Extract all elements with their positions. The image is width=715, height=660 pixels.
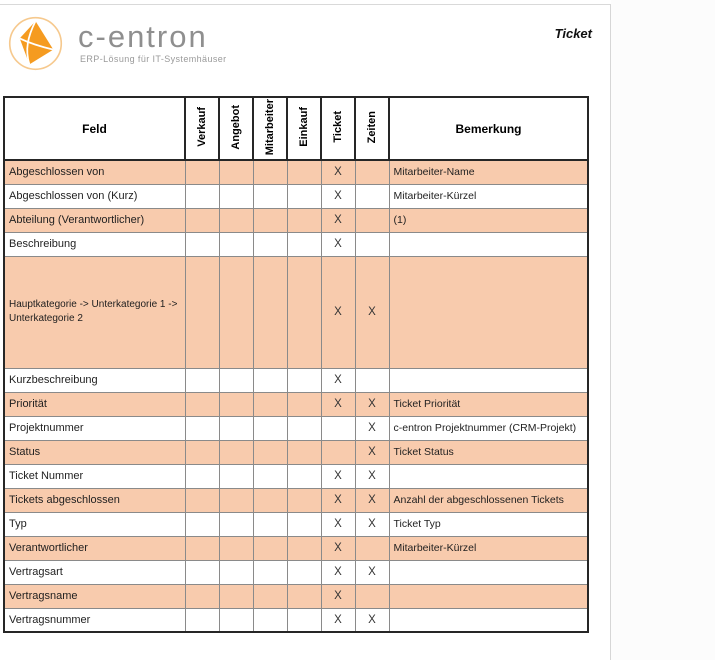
field-matrix-table — [3, 96, 589, 633]
brand-name: c-entron — [78, 19, 208, 54]
mark-cell-verkauf — [185, 584, 219, 608]
remark-cell: (1) — [389, 208, 588, 232]
page-top-edge — [0, 4, 611, 5]
mark-cell-mitarbeiter — [253, 488, 287, 512]
mark-cell-einkauf — [287, 208, 321, 232]
mark-cell-zeiten: X — [355, 416, 389, 440]
table-body — [4, 160, 588, 632]
field-cell: Priorität — [4, 392, 185, 416]
table-row — [4, 368, 588, 392]
table-row — [4, 512, 588, 536]
mark-cell-zeiten — [355, 536, 389, 560]
mark-cell-angebot — [219, 512, 253, 536]
mark-cell-angebot — [219, 392, 253, 416]
mark-cell-einkauf — [287, 584, 321, 608]
page-title: Ticket — [554, 26, 592, 41]
field-cell: Vertragsnummer — [4, 608, 185, 632]
mark-cell-verkauf — [185, 256, 219, 368]
remark-cell: Mitarbeiter-Kürzel — [389, 184, 588, 208]
page-right-edge — [610, 4, 611, 660]
mark-cell-verkauf — [185, 440, 219, 464]
column-header-bemerkung: Bemerkung — [389, 97, 588, 160]
remark-cell: c-entron Projektnummer (CRM-Projekt) — [389, 416, 588, 440]
mark-cell-zeiten — [355, 584, 389, 608]
mark-cell-verkauf — [185, 392, 219, 416]
remark-cell — [389, 464, 588, 488]
mark-cell-angebot — [219, 208, 253, 232]
mark-cell-angebot — [219, 584, 253, 608]
brand-tagline: ERP-Lösung für IT-Systemhäuser — [80, 54, 227, 64]
column-header-ticket: Ticket — [321, 97, 355, 160]
page-right-margin — [611, 0, 715, 660]
remark-cell — [389, 232, 588, 256]
table-row — [4, 608, 588, 632]
field-cell: Vertragsname — [4, 584, 185, 608]
mark-cell-mitarbeiter — [253, 536, 287, 560]
mark-cell-ticket: X — [321, 208, 355, 232]
mark-cell-ticket: X — [321, 464, 355, 488]
mark-cell-angebot — [219, 560, 253, 584]
mark-cell-angebot — [219, 488, 253, 512]
remark-cell — [389, 584, 588, 608]
mark-cell-einkauf — [287, 608, 321, 632]
field-cell: Kurzbeschreibung — [4, 368, 185, 392]
field-cell: Verantwortlicher — [4, 536, 185, 560]
mark-cell-angebot — [219, 416, 253, 440]
mark-cell-ticket: X — [321, 608, 355, 632]
mark-cell-verkauf — [185, 208, 219, 232]
remark-cell: Mitarbeiter-Name — [389, 160, 588, 184]
table-row — [4, 440, 588, 464]
mark-cell-zeiten — [355, 208, 389, 232]
mark-cell-mitarbeiter — [253, 232, 287, 256]
mark-cell-zeiten: X — [355, 464, 389, 488]
mark-cell-mitarbeiter — [253, 256, 287, 368]
mark-cell-mitarbeiter — [253, 208, 287, 232]
column-header-angebot: Angebot — [219, 97, 253, 160]
mark-cell-angebot — [219, 368, 253, 392]
table-row — [4, 488, 588, 512]
mark-cell-ticket: X — [321, 512, 355, 536]
remark-cell: Ticket Priorität — [389, 392, 588, 416]
table-row — [4, 184, 588, 208]
mark-cell-mitarbeiter — [253, 184, 287, 208]
table-row — [4, 160, 588, 184]
table-row — [4, 560, 588, 584]
mark-cell-zeiten: X — [355, 256, 389, 368]
mark-cell-mitarbeiter — [253, 584, 287, 608]
mark-cell-zeiten: X — [355, 512, 389, 536]
field-cell: Abteilung (Verantwortlicher) — [4, 208, 185, 232]
table-row — [4, 416, 588, 440]
mark-cell-zeiten — [355, 184, 389, 208]
mark-cell-verkauf — [185, 232, 219, 256]
field-cell: Hauptkategorie -> Unterkategorie 1 -> Unterkategorie 2 — [4, 256, 185, 368]
mark-cell-ticket: X — [321, 368, 355, 392]
column-header-mitarbeiter: Mitarbeiter — [253, 97, 287, 160]
column-header-einkauf: Einkauf — [287, 97, 321, 160]
mark-cell-mitarbeiter — [253, 440, 287, 464]
mark-cell-mitarbeiter — [253, 392, 287, 416]
mark-cell-angebot — [219, 256, 253, 368]
mark-cell-ticket: X — [321, 584, 355, 608]
mark-cell-ticket: X — [321, 392, 355, 416]
field-cell: Status — [4, 440, 185, 464]
mark-cell-ticket: X — [321, 232, 355, 256]
remark-cell: Anzahl der abgeschlossenen Tickets — [389, 488, 588, 512]
mark-cell-einkauf — [287, 392, 321, 416]
mark-cell-verkauf — [185, 184, 219, 208]
mark-cell-ticket — [321, 416, 355, 440]
mark-cell-ticket: X — [321, 256, 355, 368]
mark-cell-verkauf — [185, 512, 219, 536]
field-cell: Abgeschlossen von (Kurz) — [4, 184, 185, 208]
remark-cell — [389, 368, 588, 392]
field-cell: Projektnummer — [4, 416, 185, 440]
mark-cell-ticket — [321, 440, 355, 464]
field-cell: Typ — [4, 512, 185, 536]
mark-cell-einkauf — [287, 232, 321, 256]
company-logo — [8, 16, 227, 71]
table-row — [4, 464, 588, 488]
mark-cell-einkauf — [287, 416, 321, 440]
mark-cell-einkauf — [287, 560, 321, 584]
mark-cell-mitarbeiter — [253, 416, 287, 440]
mark-cell-einkauf — [287, 440, 321, 464]
field-cell: Tickets abgeschlossen — [4, 488, 185, 512]
mark-cell-einkauf — [287, 368, 321, 392]
table-row — [4, 232, 588, 256]
remark-cell: Ticket Typ — [389, 512, 588, 536]
mark-cell-ticket: X — [321, 184, 355, 208]
mark-cell-angebot — [219, 464, 253, 488]
mark-cell-einkauf — [287, 184, 321, 208]
mark-cell-mitarbeiter — [253, 608, 287, 632]
table-row — [4, 208, 588, 232]
mark-cell-ticket: X — [321, 536, 355, 560]
column-header-verkauf: Verkauf — [185, 97, 219, 160]
mark-cell-verkauf — [185, 416, 219, 440]
table-row — [4, 536, 588, 560]
column-header-zeiten: Zeiten — [355, 97, 389, 160]
mark-cell-verkauf — [185, 608, 219, 632]
field-cell: Ticket Nummer — [4, 464, 185, 488]
remark-cell — [389, 256, 588, 368]
table-row — [4, 392, 588, 416]
mark-cell-angebot — [219, 184, 253, 208]
mark-cell-mitarbeiter — [253, 512, 287, 536]
mark-cell-verkauf — [185, 160, 219, 184]
mark-cell-einkauf — [287, 512, 321, 536]
mark-cell-angebot — [219, 232, 253, 256]
mark-cell-zeiten: X — [355, 440, 389, 464]
mark-cell-zeiten — [355, 232, 389, 256]
table-row — [4, 584, 588, 608]
remark-cell — [389, 560, 588, 584]
mark-cell-angebot — [219, 536, 253, 560]
mark-cell-einkauf — [287, 464, 321, 488]
header-row — [4, 97, 588, 160]
mark-cell-ticket: X — [321, 160, 355, 184]
mark-cell-mitarbeiter — [253, 368, 287, 392]
column-header-feld: Feld — [4, 97, 185, 160]
mark-cell-zeiten: X — [355, 560, 389, 584]
mark-cell-zeiten — [355, 368, 389, 392]
mark-cell-einkauf — [287, 256, 321, 368]
mark-cell-angebot — [219, 608, 253, 632]
mark-cell-zeiten — [355, 160, 389, 184]
mark-cell-verkauf — [185, 488, 219, 512]
table-header — [4, 97, 588, 160]
remark-cell: Ticket Status — [389, 440, 588, 464]
mark-cell-verkauf — [185, 560, 219, 584]
remark-cell: Mitarbeiter-Kürzel — [389, 536, 588, 560]
mark-cell-zeiten: X — [355, 488, 389, 512]
mark-cell-ticket: X — [321, 560, 355, 584]
mark-cell-verkauf — [185, 464, 219, 488]
field-cell: Abgeschlossen von — [4, 160, 185, 184]
mark-cell-mitarbeiter — [253, 160, 287, 184]
mark-cell-zeiten: X — [355, 392, 389, 416]
table-row — [4, 256, 588, 368]
mark-cell-angebot — [219, 440, 253, 464]
mark-cell-mitarbeiter — [253, 560, 287, 584]
mark-cell-mitarbeiter — [253, 464, 287, 488]
mark-cell-einkauf — [287, 536, 321, 560]
mark-cell-einkauf — [287, 488, 321, 512]
mark-cell-verkauf — [185, 368, 219, 392]
mark-cell-ticket: X — [321, 488, 355, 512]
mark-cell-zeiten: X — [355, 608, 389, 632]
mark-cell-einkauf — [287, 160, 321, 184]
mark-cell-verkauf — [185, 536, 219, 560]
field-cell: Vertragsart — [4, 560, 185, 584]
remark-cell — [389, 608, 588, 632]
kite-logo-icon — [8, 16, 63, 71]
mark-cell-angebot — [219, 160, 253, 184]
field-cell: Beschreibung — [4, 232, 185, 256]
